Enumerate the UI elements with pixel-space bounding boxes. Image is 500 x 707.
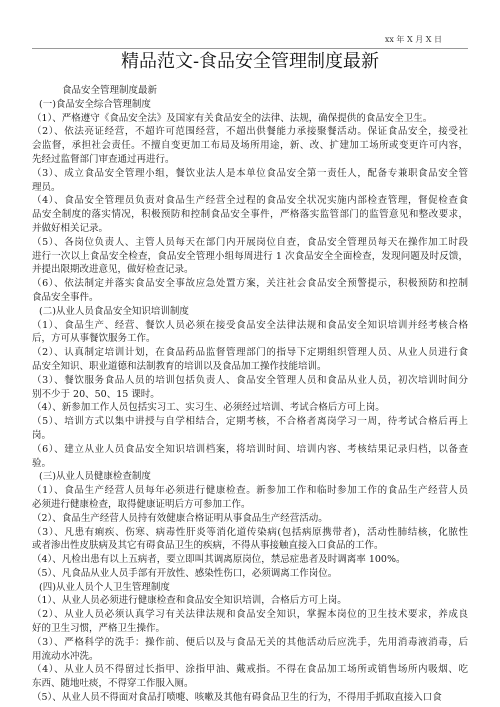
clause: [32, 636, 468, 664]
clause-line: （1）、食品生产、经营、餐饮人员必须在接受食品安全法律法规和食品安全知识培训并经考核合格: [32, 319, 468, 331]
clause-line: （4）、凡检出患有以上五病者，要立即叫其调离原岗位，禁忌症患者及时调离率 100%。: [32, 554, 406, 566]
clause: [32, 691, 468, 705]
clause: [32, 277, 468, 305]
clause-line: （3）、餐饮服务食品人员的培训包括负责人、食品安全管理人员和食品从业人员，初次培训时间分: [32, 374, 468, 386]
clause-line: （4）、新参加工作人员包括实习工、实习生、必须经过培训、考试合格后方可上岗。: [32, 402, 385, 414]
clause-line: 品安全知识、职业道德和法制教育的培训以及食品加工操作技能培训。: [32, 360, 327, 372]
clause-line: （6）、建立从业人员食品安全知识培训档案，将培训时间、培训内容、考核结果记录归档，以备查: [32, 443, 468, 455]
clause-line: 岗。: [32, 429, 52, 441]
clause-line: （2）、依法亮证经营，不超许可范围经营，不超出供餐能力承接聚餐活动。保证食品安全，接受社: [32, 126, 468, 138]
document-body: [32, 84, 468, 705]
clause-line: 先经过监督部门审查通过再进行。: [32, 153, 175, 165]
clause-line: 品安全制度的落实情况，积极预防和控制食品安全事件，严格落实监管部门的监管意见和整改要求，: [32, 209, 468, 221]
clause-line: 并做好相关记录。: [32, 222, 109, 234]
clause-line: （5）、培训方式以集中讲授与自学相结合，定期考核，不合格者离岗学习一周，待考试合格后再上: [32, 416, 468, 428]
clause: [32, 167, 468, 195]
clause-line: 东西、随地吐痰，不得穿工作服入厕。: [32, 678, 194, 690]
clause: [32, 236, 468, 277]
clause-line: 或者渗出性皮肤病及其它有碍食品卫生的疾病，不得从事接触直接入口食品的工作。: [32, 540, 384, 552]
section-title: (一)食品安全综合管理制度: [39, 98, 151, 110]
section-title: (四)从业人员个人卫生管理制度: [39, 581, 170, 593]
clause: [32, 443, 468, 471]
clause: [32, 553, 468, 567]
clause-line: 必须进行健康检查，取得健康证明后方可参加工作。: [32, 498, 251, 510]
clause-line: （2）、从业人员必须认真学习有关法律法规和食品安全知识，掌握本岗位的卫生技术要求，养成良: [32, 609, 468, 621]
policy-section: [32, 98, 468, 305]
clause-line: 验。: [32, 457, 52, 469]
section-title: (三)从业人员健康检查制度: [39, 471, 151, 483]
clause: [32, 484, 468, 512]
clause: [32, 346, 468, 374]
clause-line: （6）、依法制定并落实食品安全事故应急处置方案，关注社会食品安全预警提示，积极预防和控制: [32, 278, 468, 290]
clause-line: 并提出限期改进意见，做好检查记录。: [32, 264, 194, 276]
clause: [32, 567, 468, 581]
clause-line: （3）、凡患有痢疾、伤寒、病毒性肝炎等消化道传染病(包括病原携带者)，活动性肺结核，化脓性: [32, 526, 468, 538]
clause-line: （5）、从业人员不得面对食品打喷嚏、咳嗽及其他有碍食品卫生的行为，不得用手抓取直接入口食: [32, 692, 442, 704]
policy-section: [32, 470, 468, 580]
clause-line: 后，方可从事餐饮服务工作。: [32, 333, 156, 345]
clause-line: （5）、各岗位负责人、主管人员每天在部门内开展岗位自查，食品安全管理员每天在操作加工时段: [32, 236, 468, 248]
clause: [32, 374, 468, 402]
clause: [32, 401, 468, 415]
document-heading: 食品安全管理制度最新: [62, 85, 158, 96]
clause-line: （1）、严格遵守《食品安全法》及国家有关食品安全的法律、法规，确保提供的食品安全卫生。: [32, 112, 433, 124]
clause-line: （4）、从业人员不得留过长指甲、涂指甲油、戴戒指。不得在食品加工场所或销售场所内吸烟、吃: [32, 664, 468, 676]
clause-line: 用流动水冲洗。: [32, 650, 99, 662]
clause-line: （2）、认真制定培训计划，在食品药品监督管理部门的指导下定期组织管理人员、从业人员进行食: [32, 347, 468, 359]
clause-line: 进行一次以上食品安全检查，食品安全管理小组每周进行 1 次食品安全全面检查，发现问题及时反馈，: [32, 250, 468, 262]
clause-line: （4）、食品安全管理员负责对食品生产经营全过程的食品安全状况实施内部检查管理，督促检查食: [32, 195, 468, 207]
clause-line: （2）、食品生产经营人员持有效健康合格证明从事食品生产经营活动。: [32, 512, 328, 524]
clause-line: （3）、严格科学的洗手：操作前、便后以及与食品无关的其他活动后应洗手，先用消毒液消毒，后: [32, 636, 468, 648]
page-title: 精品范文-食品安全管理制度最新: [120, 51, 380, 72]
clause-line: （1）、食品生产经营人员每年必须进行健康检查。新参加工作和临时参加工作的食品生产经营人员: [32, 485, 468, 497]
clause-line: （5）、凡食品从业人员手部有开放性、感染性伤口，必须调离工作岗位。: [32, 567, 338, 579]
section-title: (二)从业人员食品安全知识培训制度: [39, 305, 189, 317]
clause: [32, 512, 468, 526]
policy-section: [32, 581, 468, 705]
clause: [32, 194, 468, 235]
policy-section: [32, 305, 468, 471]
clause: [32, 594, 468, 608]
clause-line: （3）、成立食品安全管理小组，餐饮业法人是本单位食品安全第一责任人，配备专兼职食品安全管: [32, 167, 468, 179]
clause: [32, 415, 468, 443]
clause-line: 会监督，承担社会责任。不擅自变更加工布局及场所用途，新、改、扩建加工场所或变更许可内容，: [32, 140, 468, 152]
clause: [32, 608, 468, 636]
clause-line: 理员。: [32, 181, 61, 193]
clause-line: 食品安全事件。: [32, 291, 99, 303]
clause: [32, 663, 468, 691]
clause-line: （1）、从业人员必须进行健康检查和食品安全知识培训，合格后方可上岗。: [32, 595, 347, 607]
clause: [32, 112, 468, 126]
header-rule: [32, 48, 468, 49]
clause: [32, 319, 468, 347]
clause: [32, 125, 468, 166]
header-date: xx 年 X 月 X 日: [384, 35, 442, 44]
clause: [32, 526, 468, 554]
clause-line: 好的卫生习惯，严格卫生操作。: [32, 623, 166, 635]
clause-line: 别不少于 20、50、15 课时。: [32, 388, 160, 400]
